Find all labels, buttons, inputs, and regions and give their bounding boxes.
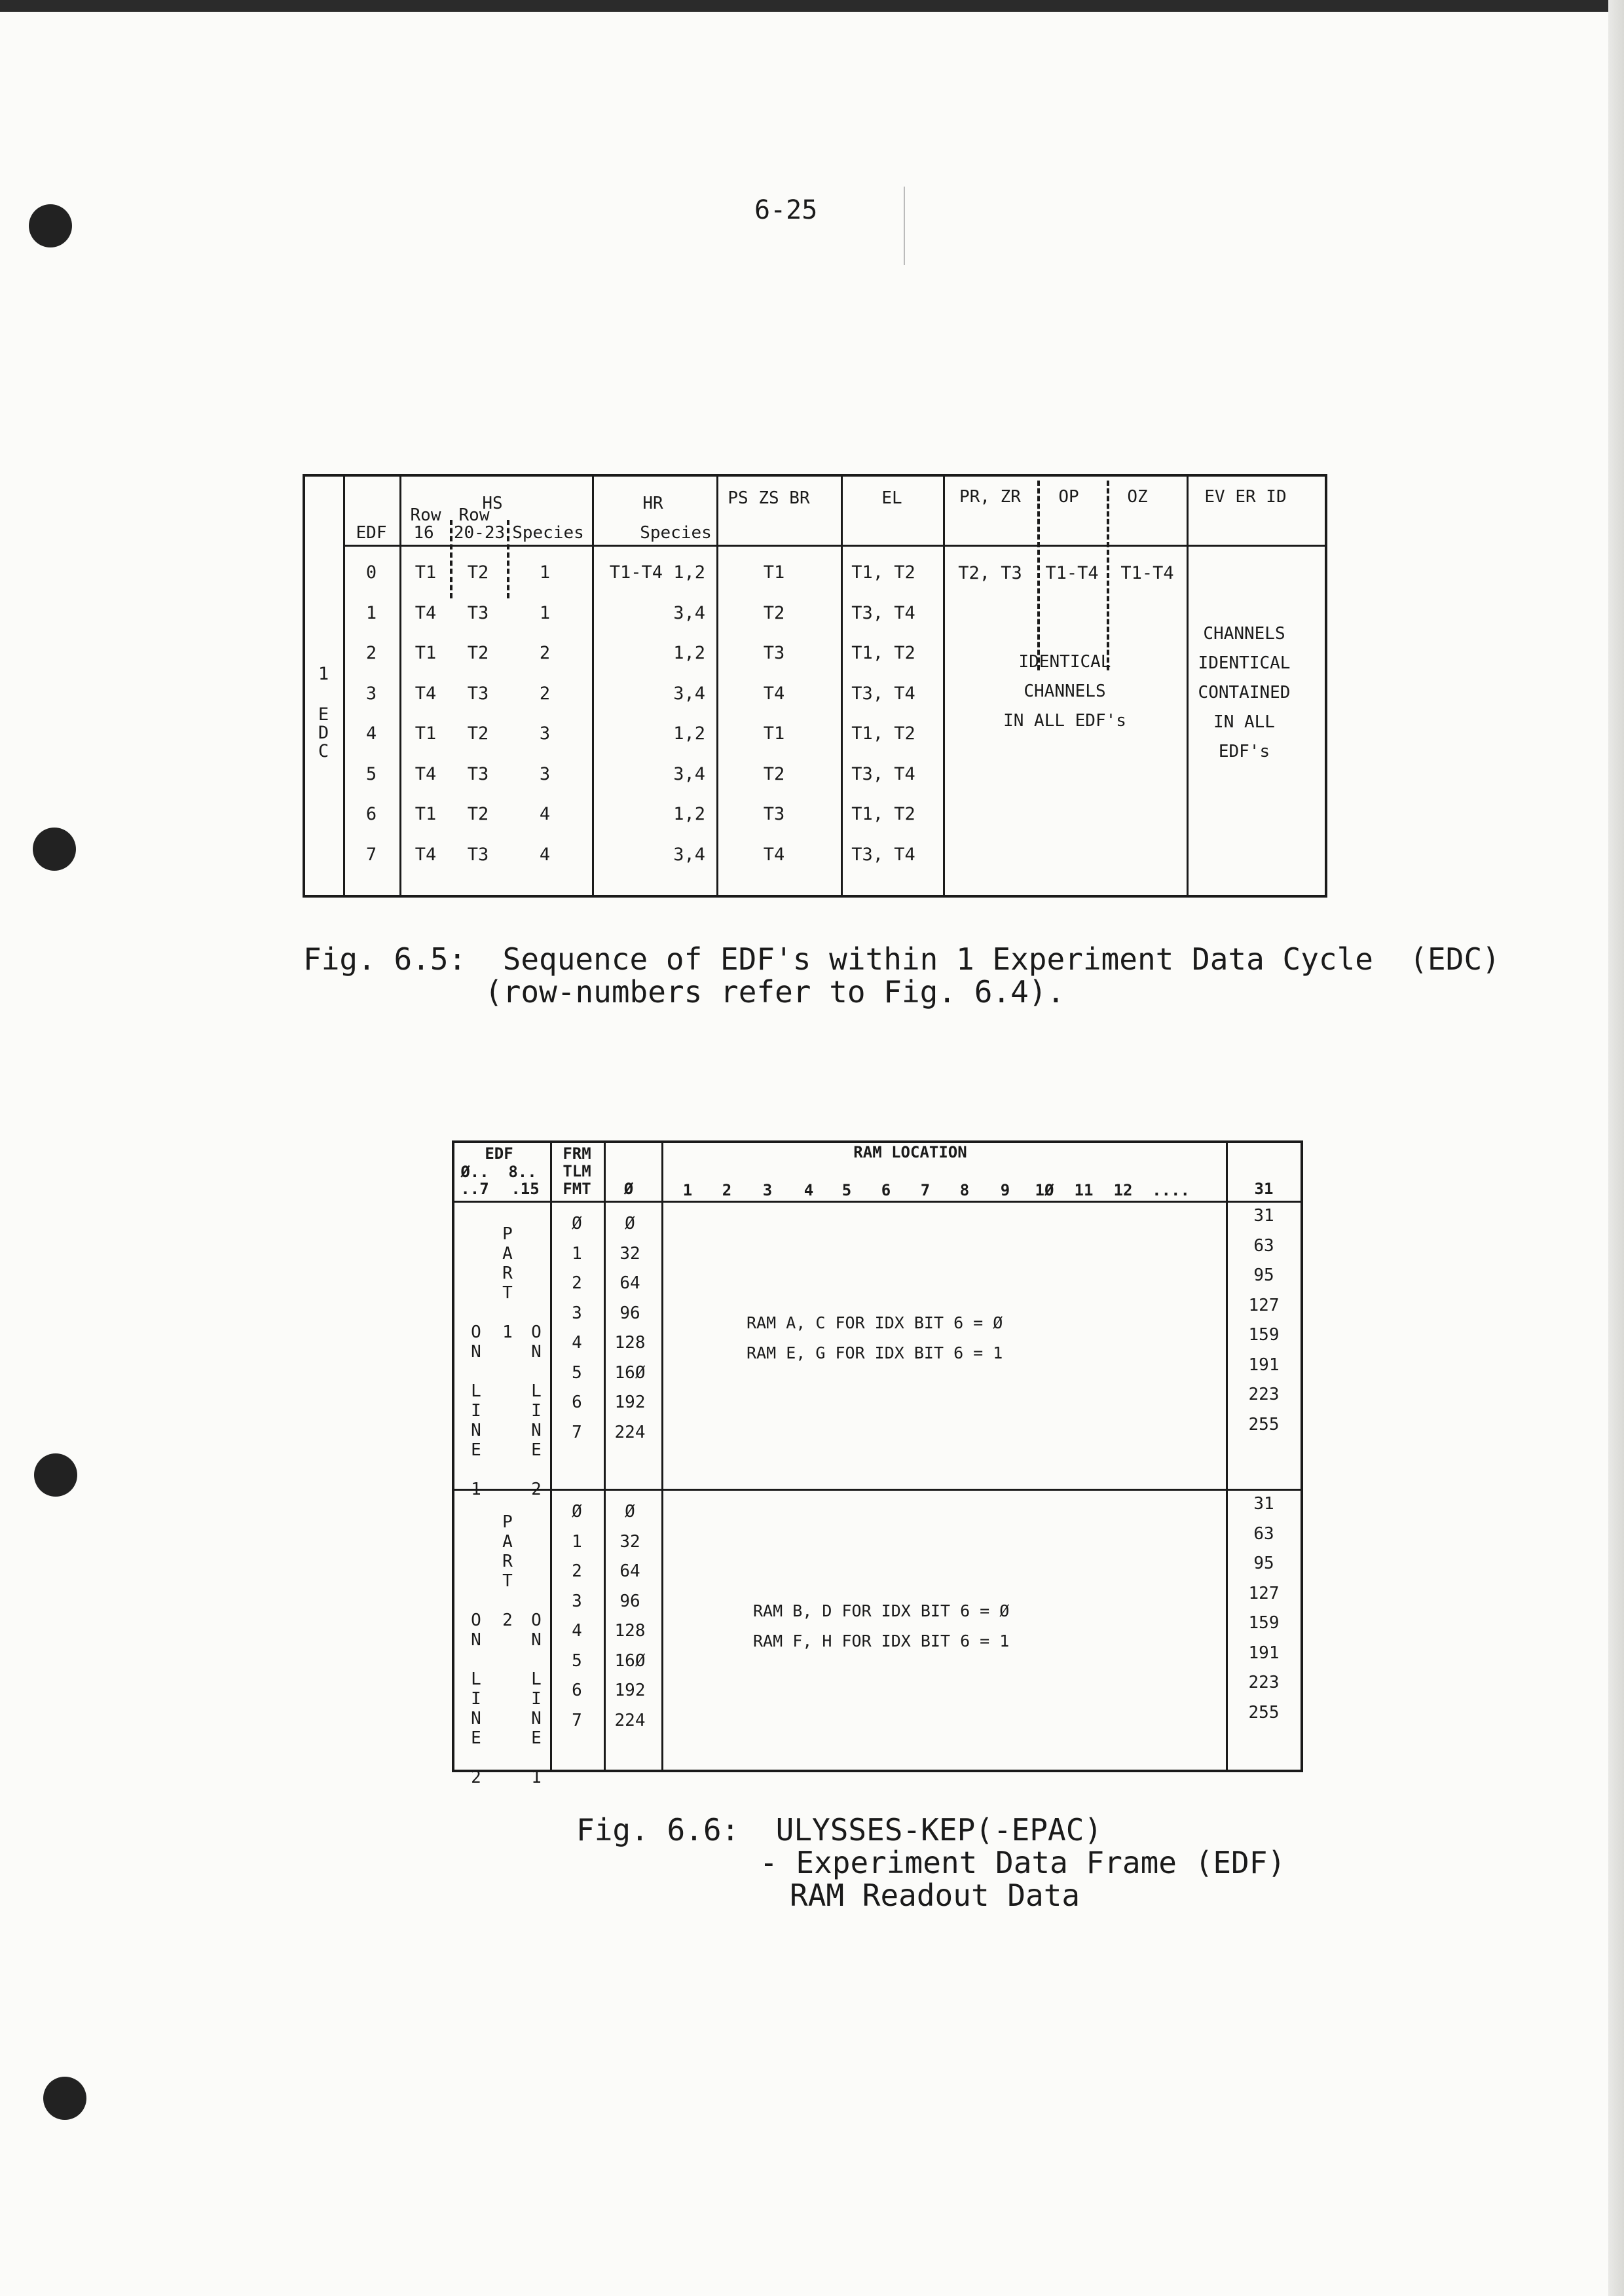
edc-label-c: C [318, 741, 329, 761]
cell-el: T3, T4 [851, 602, 915, 623]
cell-row16: T1 [415, 643, 437, 663]
online-label-char: E [531, 1728, 542, 1748]
start-address: 192 [614, 1393, 646, 1412]
cell-species: 3 [539, 723, 551, 744]
cell-row16: T4 [415, 683, 437, 704]
header-oz: OZ [1127, 487, 1148, 507]
online-label-char: E [471, 1440, 481, 1460]
header-edf-0: Ø.. [460, 1163, 489, 1181]
header-species: Species [512, 523, 584, 543]
frm-value: 1 [572, 1243, 582, 1264]
online-label-char: O [531, 1611, 542, 1630]
ram-assignment: RAM F, H FOR IDX BIT 6 = 1 [753, 1631, 1010, 1650]
header-hr-species: Species [640, 523, 712, 543]
cell-species: 1 [539, 562, 551, 583]
header-frm: FRM [563, 1144, 591, 1163]
header-edf: EDF [485, 1144, 513, 1163]
cell-hr: T1-T4 1,2 [609, 562, 705, 583]
header-op: OP [1058, 487, 1079, 507]
cell-edf: 5 [365, 763, 377, 784]
frm-value: 7 [572, 1422, 582, 1442]
header-col: 7 [920, 1181, 931, 1199]
header-edf-7: ..7 [460, 1180, 489, 1198]
cell-ps-zs-br: T2 [763, 763, 785, 784]
przr-value: T2, T3 [958, 563, 1022, 583]
start-address: 64 [619, 1561, 640, 1581]
cell-ps-zs-br: T4 [763, 683, 785, 704]
fig66-caption-line1: Fig. 6.6: ULYSSES-KEP(-EPAC) [576, 1812, 1103, 1848]
header-col: 1 [682, 1181, 693, 1199]
cell-row2023: T2 [467, 562, 489, 583]
online-label-char: N [471, 1709, 481, 1728]
start-address: 16Ø [614, 1362, 646, 1383]
start-address: 128 [614, 1333, 646, 1353]
fig66-caption-line2: - Experiment Data Frame (EDF) [760, 1845, 1286, 1880]
header-col: 4 [803, 1181, 814, 1199]
edc-label-d: D [318, 723, 329, 743]
header-col: 11 [1074, 1181, 1094, 1199]
cell-row2023: T2 [467, 643, 489, 663]
end-address: 191 [1248, 1355, 1280, 1375]
cell-species: 2 [539, 683, 551, 704]
header-edf-8: 8.. [508, 1163, 537, 1181]
cell-hr: 1,2 [673, 804, 705, 824]
ram-readout-table [452, 1140, 1303, 1787]
start-address: 224 [614, 1710, 646, 1730]
online-label-char: N [531, 1630, 542, 1650]
cell-el: T3, T4 [851, 844, 915, 865]
cell-species: 1 [539, 602, 551, 623]
frm-value: 4 [572, 1621, 582, 1641]
cell-species: 3 [539, 763, 551, 784]
online-label-char: N [471, 1421, 481, 1440]
part-label-char: 2 [502, 1611, 513, 1630]
scan-right-edge [1608, 0, 1624, 2296]
end-address: 191 [1248, 1643, 1280, 1663]
online-label-char: L [471, 1669, 481, 1689]
start-address: 128 [614, 1621, 646, 1641]
cell-hr: 3,4 [673, 844, 705, 865]
ram-assignment: RAM A, C FOR IDX BIT 6 = Ø [747, 1313, 1003, 1332]
cell-hr: 3,4 [673, 683, 705, 704]
frm-value: 1 [572, 1531, 582, 1552]
start-address: 64 [619, 1273, 640, 1293]
cell-ps-zs-br: T4 [763, 844, 785, 865]
header-col: 9 [1000, 1181, 1010, 1199]
frm-value: 5 [572, 1650, 582, 1671]
cell-row2023: T2 [467, 723, 489, 744]
online-label-char: N [531, 1342, 542, 1362]
part-label-char: T [502, 1571, 513, 1591]
edc-label-1: 1 [318, 664, 329, 684]
op-value: T1-T4 [1045, 563, 1099, 583]
online-label-char: 2 [531, 1480, 542, 1499]
cell-row16: T4 [415, 602, 437, 623]
header-pr-zr: PR, ZR [959, 487, 1021, 507]
header-ev-er-id: EV ER ID [1204, 487, 1287, 507]
frm-value: 3 [572, 1303, 582, 1323]
header-col-31: 31 [1254, 1180, 1274, 1198]
header-col: 6 [881, 1181, 891, 1199]
end-address: 255 [1248, 1702, 1280, 1722]
online-label-char: O [531, 1322, 542, 1342]
cell-row16: T1 [415, 804, 437, 824]
header-col: 5 [841, 1181, 852, 1199]
start-address: 32 [619, 1531, 640, 1552]
header-ps-zs-br: PS ZS BR [728, 488, 810, 508]
cell-edf: 6 [365, 804, 377, 824]
cell-row2023: T3 [467, 844, 489, 865]
frm-value: Ø [572, 1214, 582, 1233]
online-label-char: O [471, 1611, 481, 1630]
cell-ps-zs-br: T1 [763, 562, 785, 583]
online-label-char: I [471, 1401, 481, 1421]
online-label-char: L [531, 1669, 542, 1689]
end-address: 31 [1253, 1206, 1274, 1226]
header-row2023-a: Row [458, 505, 490, 525]
header-hs: HS [482, 494, 503, 513]
cell-hr: 3,4 [673, 763, 705, 784]
online-label-char: L [471, 1381, 481, 1401]
part-label-char: T [502, 1283, 513, 1303]
frm-value: 4 [572, 1333, 582, 1353]
part-label-char: R [502, 1264, 513, 1283]
header-edf-15: .15 [511, 1180, 540, 1198]
header-col: 1Ø [1035, 1181, 1054, 1199]
ram-assignment: RAM B, D FOR IDX BIT 6 = Ø [753, 1601, 1010, 1620]
start-address: Ø [625, 1502, 635, 1522]
online-label-char: I [531, 1689, 542, 1709]
end-address: 223 [1248, 1385, 1280, 1404]
end-address: 63 [1253, 1523, 1274, 1544]
cell-row16: T1 [415, 562, 437, 583]
online-label-char: N [531, 1421, 542, 1440]
identical-channels-note: IDENTICAL CHANNELS IN ALL EDF's [1003, 652, 1126, 731]
cell-row2023: T3 [467, 683, 489, 704]
cell-el: T1, T2 [851, 723, 915, 744]
cell-row2023: T2 [467, 804, 489, 824]
end-address: 127 [1248, 1295, 1280, 1315]
frm-value: 6 [572, 1681, 582, 1700]
online-label-char: I [531, 1401, 542, 1421]
frm-value: Ø [572, 1502, 582, 1522]
frm-value: 2 [572, 1273, 582, 1293]
end-address: 159 [1248, 1325, 1280, 1345]
frm-value: 7 [572, 1710, 582, 1730]
frm-value: 6 [572, 1393, 582, 1412]
online-label-char: L [531, 1381, 542, 1401]
part-label-char: P [502, 1512, 513, 1532]
cell-ps-zs-br: T1 [763, 723, 785, 744]
cell-edf: 4 [365, 723, 377, 744]
frm-value: 5 [572, 1362, 582, 1383]
online-label-char: 1 [471, 1480, 481, 1499]
cell-el: T1, T2 [851, 643, 915, 663]
header-fmt: FMT [563, 1180, 591, 1198]
part-label-char: A [502, 1532, 513, 1552]
header-ram-location: RAM LOCATION [853, 1143, 967, 1161]
start-address: 192 [614, 1681, 646, 1700]
cell-row2023: T3 [467, 602, 489, 623]
start-address: 96 [619, 1591, 640, 1611]
frm-value: 3 [572, 1591, 582, 1611]
header-hr: HR [642, 494, 663, 513]
online-label-char: 2 [471, 1768, 481, 1787]
cell-row16: T4 [415, 844, 437, 865]
online-label-char: N [471, 1342, 481, 1362]
part-label-char: P [502, 1224, 513, 1244]
punch-hole-2 [33, 828, 76, 871]
punch-hole-3 [34, 1453, 77, 1497]
end-address: 95 [1253, 1266, 1274, 1285]
online-label-char: I [471, 1689, 481, 1709]
header-row16-b: 16 [413, 523, 434, 543]
start-address: 16Ø [614, 1650, 646, 1671]
online-label-char: 1 [531, 1768, 542, 1787]
cell-ps-zs-br: T3 [763, 643, 785, 663]
start-address: 32 [619, 1243, 640, 1264]
cell-edf: 2 [365, 643, 377, 663]
frm-value: 2 [572, 1561, 582, 1581]
part-label-char: A [502, 1244, 513, 1264]
online-label-char: E [531, 1440, 542, 1460]
cell-edf: 1 [365, 602, 377, 623]
cell-hr: 3,4 [673, 602, 705, 623]
cell-el: T1, T2 [851, 804, 915, 824]
cell-el: T3, T4 [851, 763, 915, 784]
header-col: 8 [959, 1181, 970, 1199]
cell-species: 4 [539, 844, 551, 865]
punch-hole-1 [29, 204, 72, 247]
cell-el: T1, T2 [851, 562, 915, 583]
online-label-char: N [471, 1630, 481, 1650]
end-address: 223 [1248, 1673, 1280, 1692]
end-address: 63 [1253, 1235, 1274, 1256]
online-label-char: O [471, 1322, 481, 1342]
header-col: 2 [722, 1181, 732, 1199]
online-label-char: N [531, 1709, 542, 1728]
oz-value: T1-T4 [1120, 563, 1174, 583]
part-label-char: R [502, 1552, 513, 1571]
punch-hole-4 [43, 2077, 86, 2120]
online-label-char: E [471, 1728, 481, 1748]
header-edf: EDF [356, 523, 387, 543]
end-address: 159 [1248, 1613, 1280, 1633]
cell-hr: 1,2 [673, 643, 705, 663]
cell-edf: 3 [365, 683, 377, 704]
cell-species: 4 [539, 804, 551, 824]
header-col: 3 [762, 1181, 773, 1199]
channels-identical-note: CHANNELS IDENTICAL CONTAINED IN ALL EDF's [1198, 624, 1291, 761]
end-address: 127 [1248, 1583, 1280, 1603]
scan-mark [904, 187, 905, 265]
header-row16-a: Row [410, 505, 441, 525]
cell-edf: 0 [365, 562, 377, 583]
start-address: Ø [625, 1214, 635, 1233]
cell-row16: T1 [415, 723, 437, 744]
cell-species: 2 [539, 643, 551, 663]
cell-hr: 1,2 [673, 723, 705, 744]
edf-sequence-table [303, 474, 1327, 898]
fig65-caption-line1: Fig. 6.5: Sequence of EDF's within 1 Experiment Data Cycle (EDC) [303, 941, 1500, 977]
cell-edf: 7 [365, 844, 377, 865]
edc-label-e: E [318, 704, 329, 725]
page-number: 6-25 [754, 195, 818, 225]
end-address: 255 [1248, 1414, 1280, 1434]
cell-ps-zs-br: T2 [763, 602, 785, 623]
header-col: .... [1152, 1181, 1190, 1199]
start-address: 96 [619, 1303, 640, 1323]
start-address: 224 [614, 1422, 646, 1442]
header-row2023-b: 20-23 [453, 523, 506, 543]
header-tlm: TLM [563, 1162, 591, 1180]
ram-assignment: RAM E, G FOR IDX BIT 6 = 1 [747, 1343, 1003, 1362]
scan-top-border [0, 0, 1624, 12]
cell-el: T3, T4 [851, 683, 915, 704]
part-label-char: 1 [502, 1322, 513, 1342]
fig66-caption-line3: RAM Readout Data [790, 1878, 1080, 1913]
cell-row16: T4 [415, 763, 437, 784]
fig65-caption-line2: (row-numbers refer to Fig. 6.4). [485, 974, 1065, 1010]
cell-row2023: T3 [467, 763, 489, 784]
end-address: 31 [1253, 1494, 1274, 1514]
header-zero: Ø [623, 1180, 634, 1198]
header-col: 12 [1113, 1181, 1133, 1199]
header-el: EL [881, 488, 902, 508]
end-address: 95 [1253, 1554, 1274, 1573]
cell-ps-zs-br: T3 [763, 804, 785, 824]
